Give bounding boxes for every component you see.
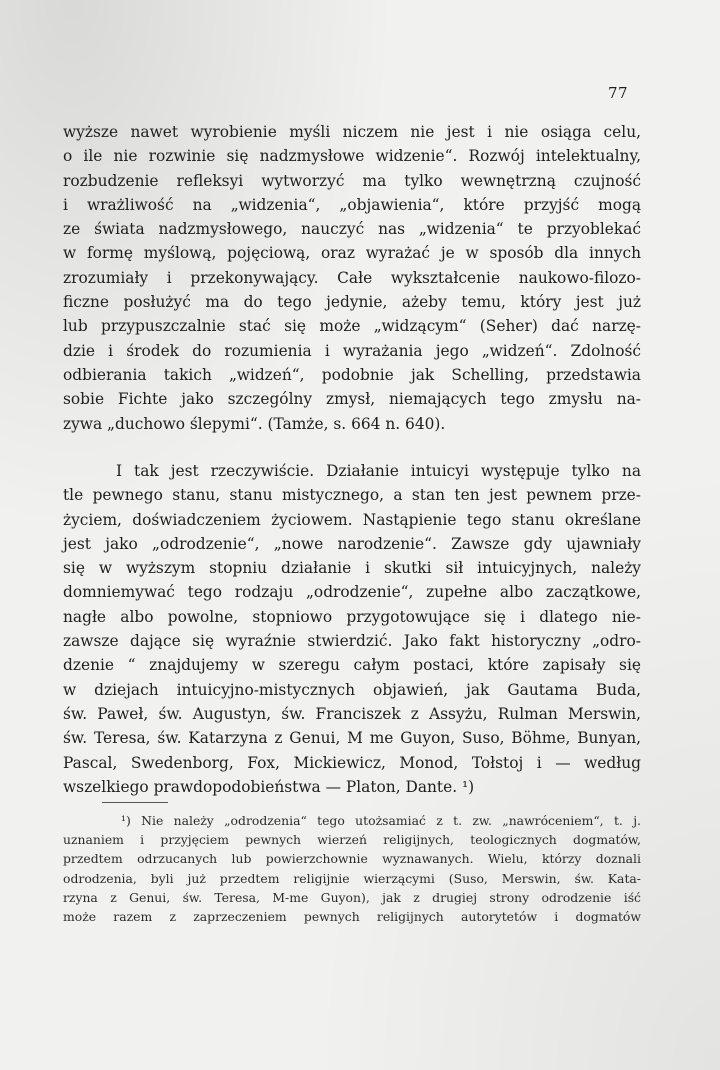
text-line: jest jako „odrodzenie“, „nowe narodzenie“. Zawsze gdy ujawniały (63, 534, 641, 553)
text-line: i wrażliwość na „widzenia“, „objawienia“, które przyjść mogą (63, 195, 641, 214)
paragraph-2 (63, 459, 641, 799)
text-line: dzenie “ znajdujemy w szeregu całym postaci, które zapisały się (63, 656, 641, 675)
text-line: dzie i środek do rozumienia i wyrażania jego „widzeń“. Zdolność (63, 341, 641, 360)
text-line: ficzne posłużyć ma do tego jedynie, ażeby temu, który jest już (63, 293, 641, 312)
paragraph-1 (63, 120, 641, 436)
text-line: nagłe albo powolne, stopniowo przygotowujące się i dlatego nie- (63, 607, 641, 626)
footnote-line: rzyna z Genui, św. Teresa, M-me Guyon), jak z drugiej strony odrodzenie iść (63, 889, 641, 905)
text-line: życiem, doświadczeniem życiowem. Nastąpienie tego stanu określane (63, 510, 641, 529)
text-line: zawsze dające się wyraźnie stwierdzić. Jako fakt historyczny „odro- (63, 632, 641, 651)
footnote-line: uznaniem i przyjęciem pewnych wierzeń religijnych, teologicznych dogmatów, (63, 832, 641, 848)
footnote (63, 811, 641, 926)
text-line: zywa „duchowo ślepymi“. (Tamże, s. 664 n. 640). (63, 414, 446, 433)
text-line: zrozumiały i przekonywający. Całe wykształcenie naukowo-filozo- (63, 268, 641, 287)
text-line: Pascal, Swedenborg, Fox, Mickiewicz, Monod, Tołstoj i — według (63, 753, 641, 772)
text-line: wyższe nawet wyrobienie myśli niczem nie jest i nie osiąga celu, (63, 123, 641, 141)
text-line: w dziejach intuicyjno-mistycznych objawień, jak Gautama Buda, (63, 680, 641, 699)
text-line: odbierania takich „widzeń“, podobnie jak Schelling, przedstawia (63, 365, 641, 384)
text-line: św. Paweł, św. Augustyn, św. Franciszek z Assyżu, Rulman Merswin, (63, 704, 641, 723)
footnote-line: odrodzenia, byli już przedtem religijnie wierzącymi (Suso, Merswin, św. Kata- (63, 870, 641, 886)
text-line: rozbudzenie refleksyi wytworzyć ma tylko wewnętrzną czujność (63, 171, 641, 190)
footnote-divider (102, 802, 168, 803)
text-line: I tak jest rzeczywiście. Działanie intuicyi występuje tylko na (116, 462, 641, 480)
text-line: lub przypuszczalnie stać się może „widzącym“ (Seher) dać narzę- (63, 317, 641, 336)
text-line: ze świata nadzmysłowego, nauczyć nas „widzenia“ te przyoblekać (63, 220, 641, 239)
footnote-line: przedtem odrzucanych lub powierzchownie wyznawanych. Wielu, którzy doznali (63, 851, 641, 867)
text-line: tle pewnego stanu, stanu mistycznego, a stan ten jest pewnem prze- (63, 486, 641, 505)
text-line: sobie Fichte jako szczególny zmysł, niemających tego zmysłu na- (63, 390, 641, 409)
text-line: św. Teresa, św. Katarzyna z Genui, M me Guyon, Suso, Böhme, Bunyan, (63, 729, 641, 748)
footnote-line: ¹) Nie należy „odrodzenia“ tego utożsamiać z t. zw. „nawróceniem“, t. j. (121, 813, 641, 828)
footnote-line: może razem z zaprzeczeniem pewnych religijnych autorytetów i dogmatów (63, 909, 641, 925)
page-number: 77 (608, 84, 629, 102)
text-line: o ile nie rozwinie się nadzmysłowe widzenie“. Rozwój intelektualny, (63, 147, 641, 166)
text-line: się w wyższym stopniu działanie i skutki sił intuicyjnych, należy (63, 559, 641, 578)
text-line: w formę myślową, pojęciową, oraz wyrażać je w sposób dla innych (63, 244, 641, 263)
text-line: wszelkiego prawdopodobieństwa — Platon, Dante. ¹) (63, 777, 475, 796)
text-line: domniemywać tego rodzaju „odrodzenie“, zupełne albo zaczątkowe, (63, 583, 641, 602)
